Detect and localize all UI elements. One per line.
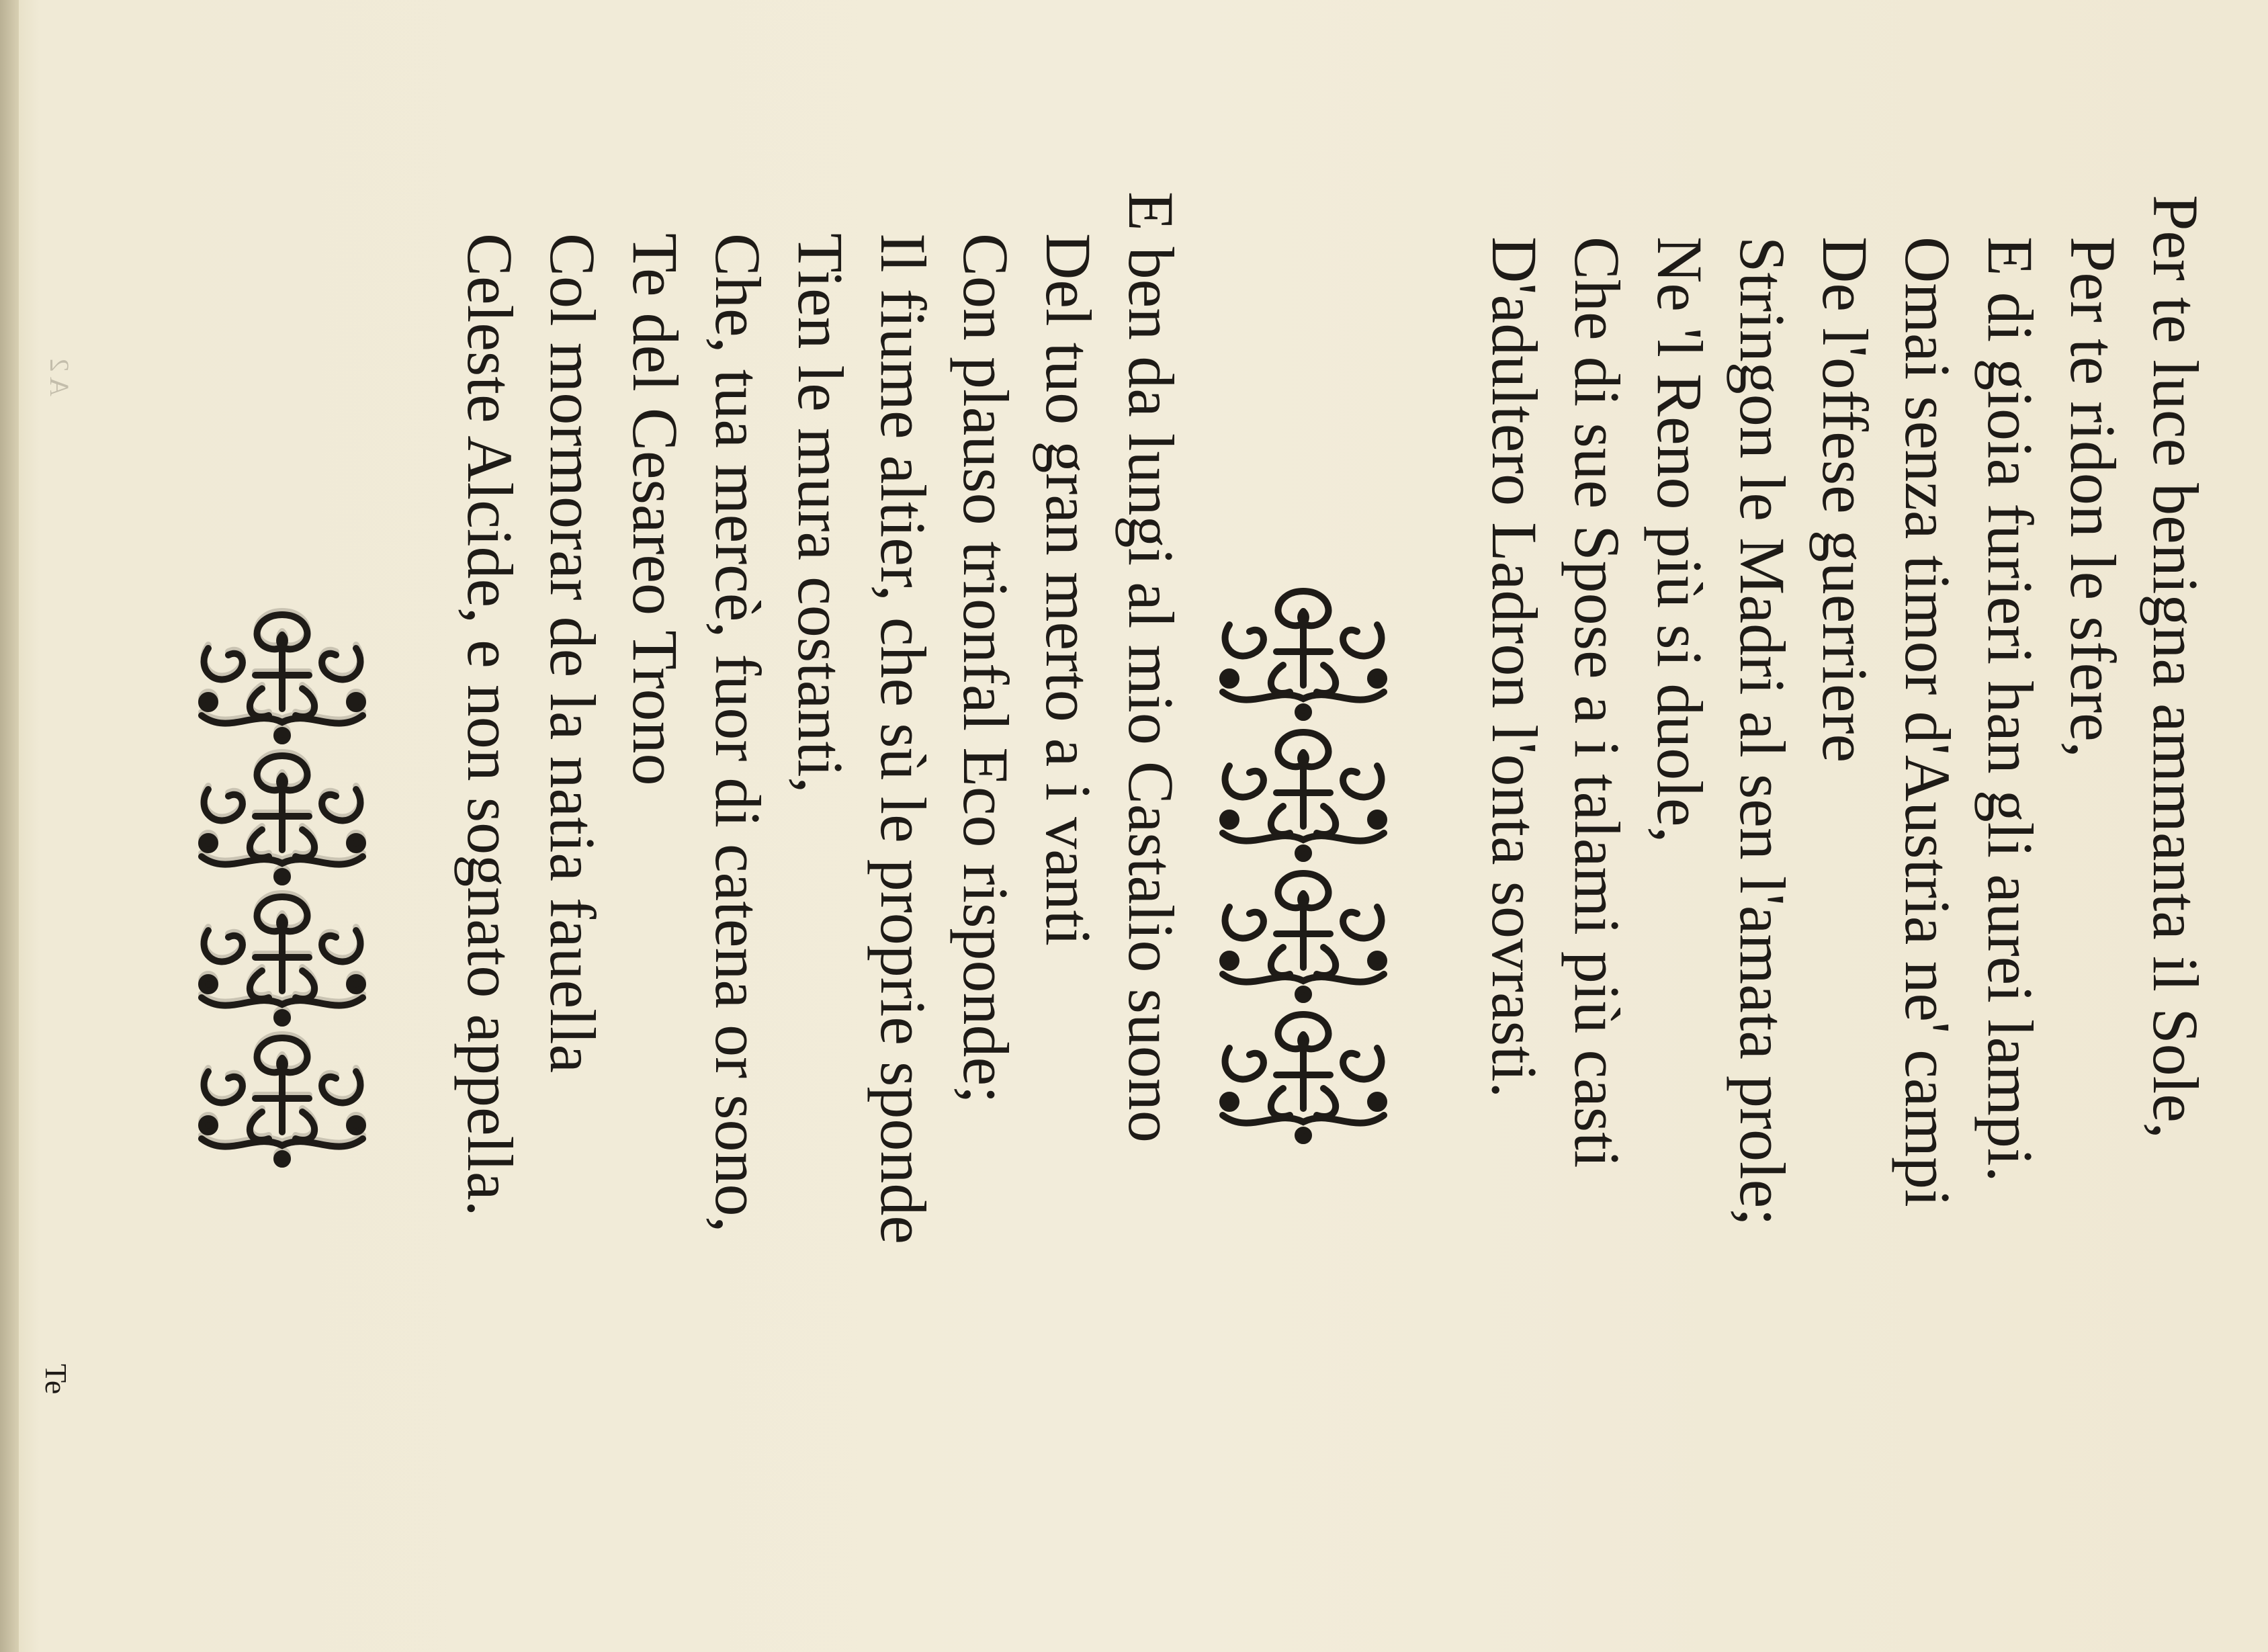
fleuron-ornament-lower	[188, 605, 376, 1176]
verse-line: Ne 'l Reno più si duole,	[1644, 236, 1716, 843]
verse-line: E di gioia furieri han gli aurei lampi.	[1974, 236, 2046, 1182]
verse-line: Omai senza timor d'Austria ne' campi	[1892, 236, 1964, 1207]
verse-line: Te del Cesareo Trono	[619, 233, 691, 786]
verse-line: Con plauso trionfal Eco risponde;	[950, 233, 1022, 1104]
stanza-first	[1473, 195, 2217, 1226]
verse-line: E ben da lungi al mio Castalio suono	[1115, 191, 1187, 1143]
catchword: Te	[39, 1364, 73, 1395]
verse-line: D'adultero Ladron l'onta sovrasti.	[1479, 236, 1551, 1098]
verse-line: Tien le mura costanti,	[785, 233, 857, 793]
page-gutter	[0, 0, 19, 1652]
verse-line: Celeste Alcide, e non sognato appella.	[454, 233, 526, 1217]
verse-line: Il fiume altier, che sù le proprie sponde	[867, 233, 939, 1244]
verse-line: Del tuo gran merto a i vanti	[1033, 233, 1104, 947]
stanza-second	[449, 191, 1192, 1244]
verse-line: Per te luce benigna ammanta il Sole,	[2140, 195, 2212, 1139]
verse-line: Che di sue Spose a i talami più casti	[1561, 236, 1633, 1168]
verse-line: Stringon le Madri al sen l'amata prole;	[1727, 236, 1798, 1226]
verse-line: Col mormorar de la natia fauella	[537, 233, 609, 1074]
signature-mark-bleed: A 2	[44, 358, 75, 396]
verse-line: Che, tua mercè, fuor di catena or sono,	[702, 233, 774, 1233]
verse-line: De l'offese guerriere	[1809, 236, 1881, 763]
verse-line: Per te ridon le sfere,	[2057, 236, 2129, 758]
fleuron-ornament-upper	[1209, 584, 1397, 1149]
